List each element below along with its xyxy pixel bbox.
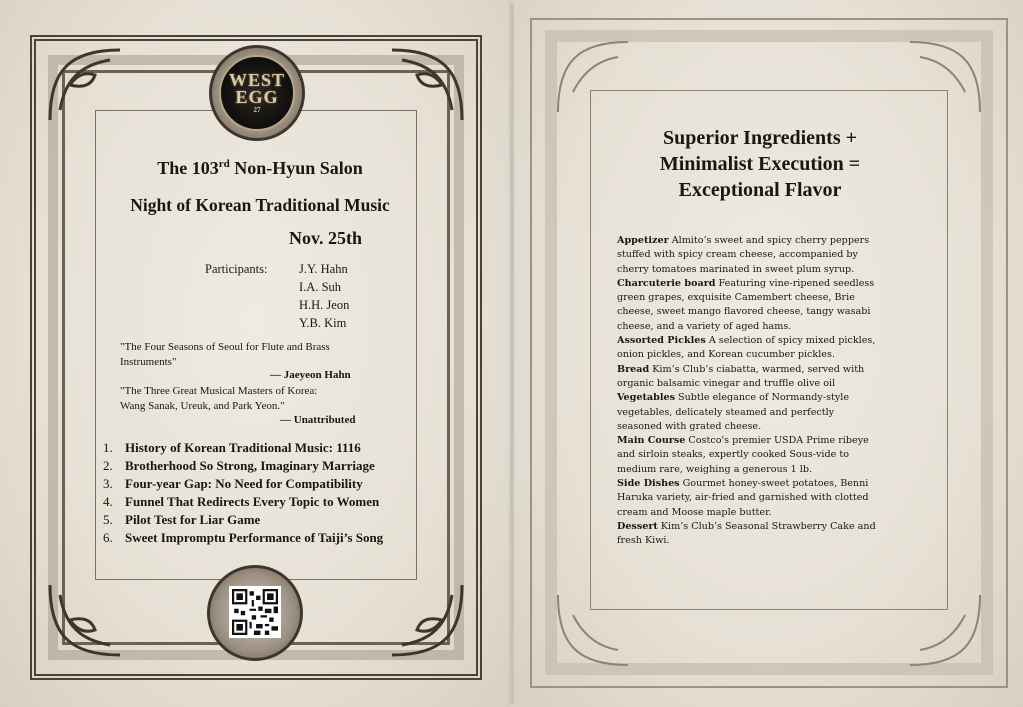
flourish-ornament-icon [900, 32, 990, 122]
flourish-ornament-icon [900, 585, 990, 675]
scroll-ornament-icon [382, 575, 472, 665]
menu-course: Side Dishes Gourmet honey-sweet potatoes, Benni Haruka variety, air-fried and garnished with clotted cream and Moose maple butter. [617, 478, 869, 518]
menu-title: Superior Ingredients + Minimalist Execution = Exceptional Flavor [659, 127, 861, 201]
menu-course: Assorted Pickles A selection of spicy mixed pickles, onion pickles, and Korean cucumber pickles. [617, 335, 876, 361]
menu-list [617, 234, 917, 549]
scroll-ornament-icon [382, 40, 472, 130]
menu-course: Main Course Costco's premier USDA Prime ribeye and sirloin steaks, expertly cooked Sous-vide to medium rare, weighing a generous 1 lb. [617, 435, 869, 475]
course-name: Side Dishes [617, 478, 680, 490]
program-item: 5. Pilot Test for Liar Game [103, 512, 261, 527]
program-item: 4. Funnel That Redirects Every Topic to Women [103, 494, 380, 509]
quote-text: "The Four Seasons of Seoul for Flute and Brass Instruments" [120, 341, 330, 368]
event-date: Nov. 25th [289, 228, 363, 248]
west-egg-logo: WEST EGG 27 [219, 55, 295, 131]
event-subtitle: Night of Korean Traditional Music [130, 195, 390, 215]
course-name: Appetizer [617, 235, 669, 246]
participants-label: Participants: [205, 262, 268, 276]
program-item: 1. History of Korean Traditional Music: 1116 [103, 440, 361, 455]
quote-attribution: — Jaeyeon Hahn [270, 369, 351, 381]
menu-course: Appetizer Almito’s sweet and spicy cherry peppers stuffed with spicy cream cheese, accompanied by cherry tomatoes marinated in sweet plum syrup. [617, 235, 870, 275]
quote-text: "The Three Great Musical Masters of Korea: Wang Sanak, Ureuk, and Park Yeon." [120, 385, 318, 412]
program-item: 2. Brotherhood So Strong, Imaginary Marriage [103, 458, 375, 473]
qr-code-icon[interactable] [229, 586, 281, 638]
menu-course: Bread Kim’s Club’s ciabatta, warmed, served with organic balsamic vinegar and truffle olive oil [617, 363, 865, 389]
menu-course: Charcuterie board Featuring vine-ripened seedless green grapes, exquisite Camembert cheese, Brie cheese, sweet mango flavored cheese, tangy wasabi cheese, and a variety of aged hams. [617, 277, 875, 332]
menu-course: Vegetables Subtle elegance of Normandy-style vegetables, delicately steamed and perfectly seasoned with grated cheese. [617, 392, 850, 432]
program-item: 3. Four-year Gap: No Need for Compatibility [103, 476, 363, 491]
quote-attribution: — Unattributed [280, 414, 356, 426]
participant-name: J.Y. Hahn [299, 262, 348, 276]
participant-name: H.H. Jeon [299, 298, 350, 312]
course-name: Main Course [617, 435, 686, 447]
program-list [103, 440, 383, 548]
course-name: Vegetables [617, 392, 675, 404]
scroll-ornament-icon [40, 575, 130, 665]
course-name: Charcuterie board [617, 277, 716, 289]
menu-course: Dessert Kim’s Club’s Seasonal Strawberry Cake and fresh Kiwi. [617, 520, 876, 547]
participant-name: Y.B. Kim [299, 316, 347, 330]
course-name: Bread [617, 363, 650, 375]
participant-name: I.A. Suh [299, 280, 342, 294]
program-item: 6. Sweet Impromptu Performance of Taiji’s Song [103, 530, 384, 545]
flourish-ornament-icon [548, 32, 638, 122]
flourish-ornament-icon [548, 585, 638, 675]
scroll-ornament-icon [40, 40, 130, 130]
course-name: Dessert [617, 520, 658, 532]
course-name: Assorted Pickles [617, 335, 706, 347]
salon-title: The 103rd Non-Hyun Salon [157, 158, 363, 178]
